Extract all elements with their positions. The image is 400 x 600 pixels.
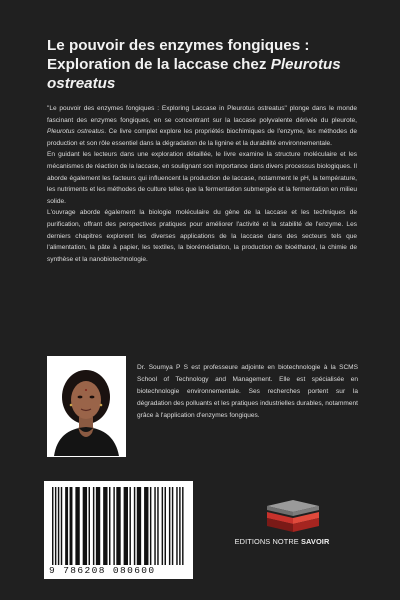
back-cover-description — [47, 103, 357, 265]
publisher-name-prefix: EDITIONS NOTRE — [234, 537, 301, 546]
author-photo — [47, 356, 126, 457]
isbn-number: 9 786208 080600 — [49, 565, 156, 576]
isbn-barcode — [44, 481, 193, 579]
title-species-epithet: ostreatus — [47, 75, 116, 92]
author-portrait-icon — [48, 357, 125, 456]
title-line-2: Exploration de la laccase chez — [47, 56, 271, 73]
title-species-genus: Pleurotus — [270, 56, 341, 73]
description-text: "Le pouvoir des enzymes fongiques : Exploring Laccase in Pleurotus ostreatus" plonge dans le monde fascinant des enzymes fongiques, en se concentrant sur la laccase polyvalente dérivée du pleurote, — [47, 105, 357, 124]
book-title — [47, 36, 377, 93]
publisher-name-bold: SAVOIR — [301, 537, 330, 546]
species-name: Pleurotus ostreatus — [47, 128, 105, 136]
description-paragraph-2: En guidant les lecteurs dans une exploration détaillée, le livre examine la structure moléculaire et les mécanismes de réaction de la laccase, en soulignant son importance dans divers processus biologiques. Il aborde également les facteurs qui influencent la production de laccase, notamment le pH, la température, les nutriments et les méthodes de culture telles que la fermentation submergée et la fermentation en milieu solide. — [47, 151, 357, 205]
author-bio: Dr. Soumya P S est professeure adjointe en biotechnologie à la SCMS School of Technology and Management. Elle est spécialisée en biotechnologie environnementale. Ses recherches portent sur la dégradation des polluants et les pratiques industrielles durables, notamment grâce à l'application d'enzymes fongiques. — [137, 364, 358, 419]
description-text: . Ce livre complet explore les propriétés biochimiques de l'enzyme, les méthodes de production et son rôle essentiel dans la dégradation de la lignine et la durabilité environnementale. — [47, 128, 357, 147]
title-line-1: Le pouvoir des enzymes fongiques : — [47, 37, 310, 54]
description-paragraph-1 — [47, 103, 357, 149]
publisher-logo-icon — [234, 500, 347, 560]
publisher-name — [224, 537, 340, 546]
description-paragraph-3: L'ouvrage aborde également la biologie moléculaire du gène de la laccase et les techniques de purification, offrant des perspectives pratiques pour améliorer l'activité et la stabilité de l'enzyme. Les derniers chapitres explorent les diverses applications de la laccase dans des secteurs tels que l'alimentation, la pâte à papier, les textiles, la biorémédiation, la production de bioéthanol, la chimie de synthèse et la nanobiotechnologie. — [47, 209, 357, 263]
